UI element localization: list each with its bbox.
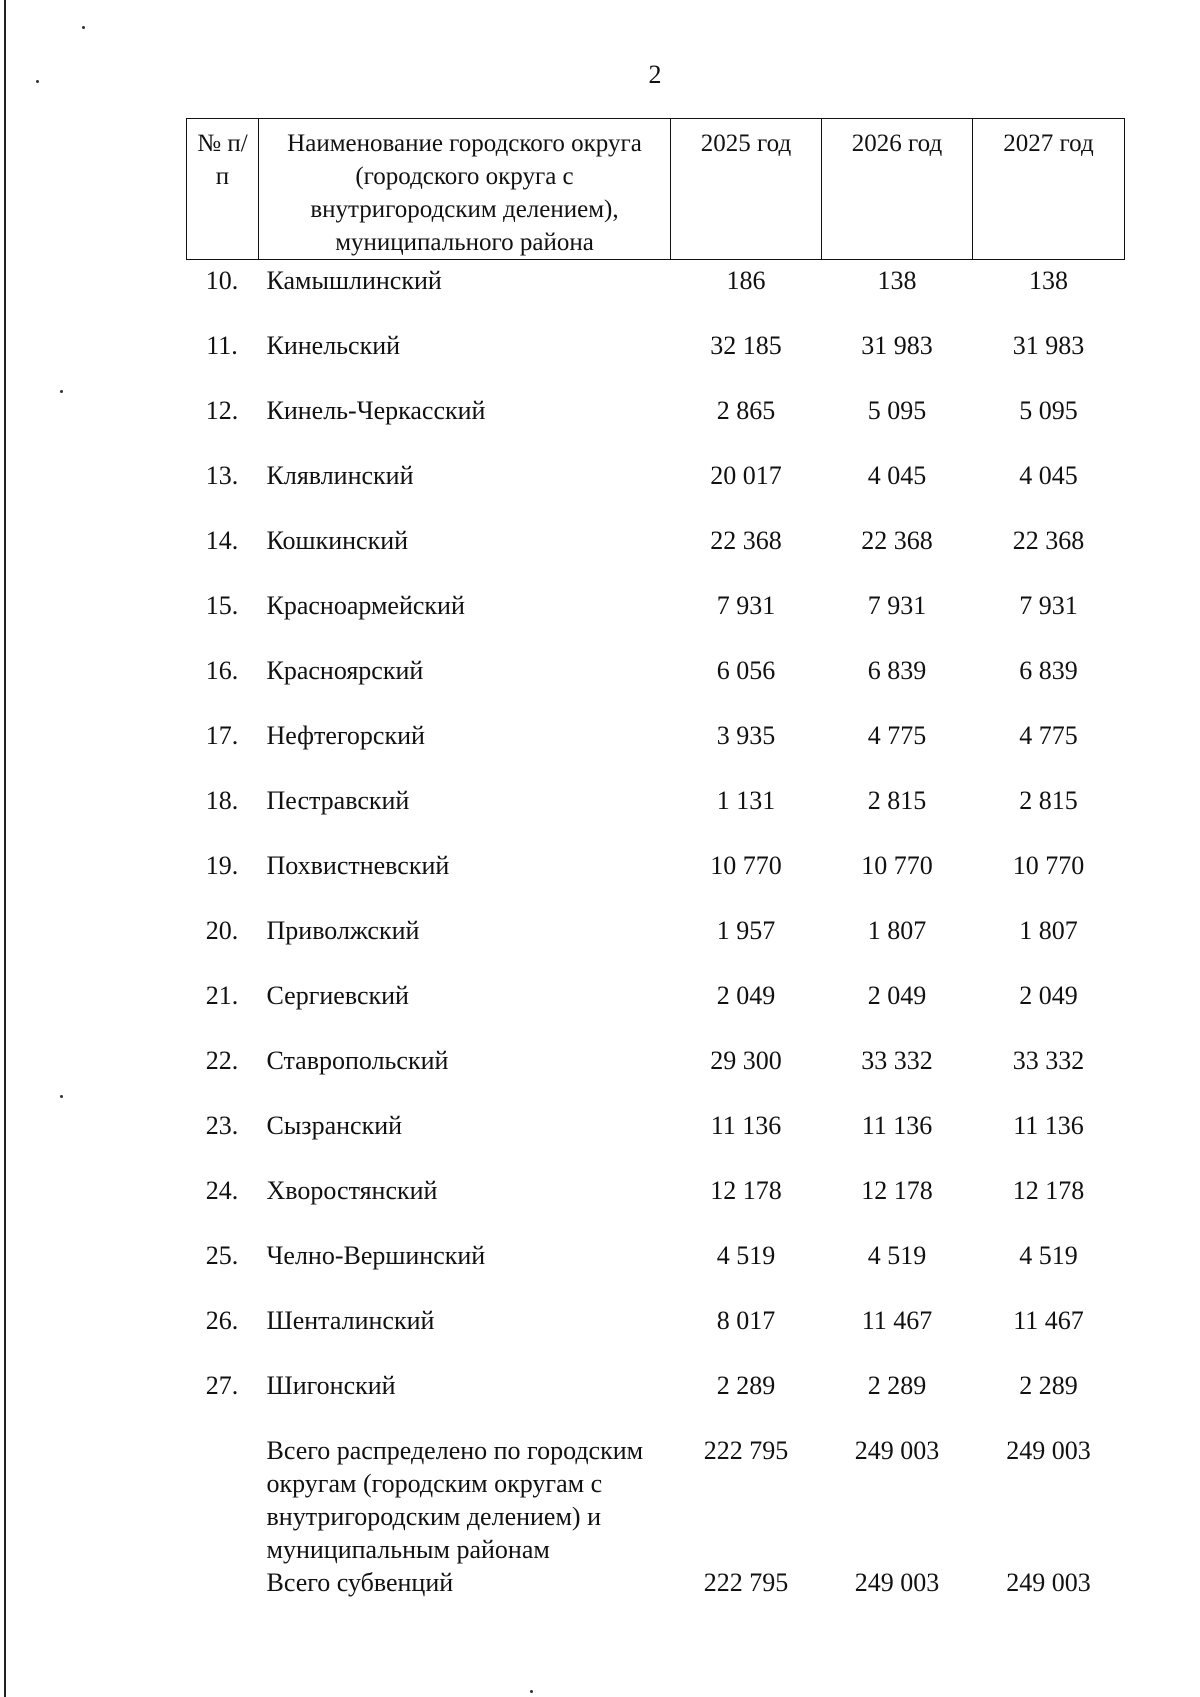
table-row bbox=[187, 975, 1125, 1040]
row-value-2026: 11 467 bbox=[861, 1306, 933, 1335]
row-name: Камышлинский bbox=[266, 266, 442, 295]
row-value-2026: 2 815 bbox=[867, 786, 927, 815]
row-value-2027: 2 815 bbox=[1019, 786, 1078, 815]
row-value-2025: 8 017 bbox=[716, 1306, 776, 1335]
row-value-2025: 1 957 bbox=[716, 916, 776, 945]
row-value-2025: 20 017 bbox=[710, 461, 782, 490]
row-value-2027: 1 807 bbox=[1019, 916, 1078, 945]
total-subventions-row-2025: 222 795 bbox=[703, 1568, 789, 1597]
row-value-2026: 2 049 bbox=[867, 981, 927, 1010]
row-number: 15. bbox=[205, 591, 239, 620]
table-row bbox=[187, 1300, 1125, 1365]
row-number: 21. bbox=[205, 981, 239, 1010]
row-number: 10. bbox=[205, 266, 239, 295]
total-subventions-row bbox=[187, 1566, 1125, 1607]
header-2025: 2025 год bbox=[671, 119, 822, 260]
row-value-2026: 4 519 bbox=[867, 1241, 927, 1270]
table-header-row bbox=[187, 119, 1125, 260]
table-row bbox=[187, 715, 1125, 780]
total-subventions-row-label: Всего субвенций bbox=[266, 1568, 454, 1597]
row-name: Приволжский bbox=[266, 916, 420, 945]
row-number: 22. bbox=[205, 1046, 239, 1075]
row-value-2025: 4 519 bbox=[716, 1241, 776, 1270]
scan-speck bbox=[530, 1690, 533, 1693]
row-number: 11. bbox=[206, 331, 238, 360]
table-row bbox=[187, 1170, 1125, 1235]
table-row bbox=[187, 780, 1125, 845]
row-value-2027: 4 519 bbox=[1019, 1241, 1078, 1270]
row-value-2025: 2 865 bbox=[716, 396, 776, 425]
row-value-2025: 2 289 bbox=[716, 1371, 776, 1400]
row-value-2027: 4 775 bbox=[1019, 721, 1078, 750]
row-value-2027: 10 770 bbox=[1012, 851, 1085, 880]
row-value-2027: 7 931 bbox=[1019, 591, 1078, 620]
header-name: Наименование городского округа (городского округа с внутригородским делением), муниципального района bbox=[259, 119, 671, 260]
row-value-2026: 7 931 bbox=[867, 591, 927, 620]
row-value-2026: 22 368 bbox=[861, 526, 933, 555]
row-value-2026: 11 136 bbox=[861, 1111, 933, 1140]
row-number: 25. bbox=[205, 1241, 239, 1270]
row-value-2025: 12 178 bbox=[710, 1176, 782, 1205]
row-number: 17. bbox=[205, 721, 239, 750]
row-value-2027: 11 136 bbox=[1013, 1111, 1084, 1140]
row-value-2027: 2 289 bbox=[1019, 1371, 1078, 1400]
header-2026: 2026 год bbox=[822, 119, 973, 260]
row-number: 16. bbox=[205, 656, 239, 685]
table-row bbox=[187, 650, 1125, 715]
header-number: № п/п bbox=[187, 119, 259, 260]
scan-edge-line bbox=[4, 0, 6, 1697]
table-row bbox=[187, 845, 1125, 910]
row-value-2026: 12 178 bbox=[861, 1176, 933, 1205]
table-row bbox=[187, 910, 1125, 975]
total-distributed-row bbox=[187, 1430, 1125, 1566]
row-name: Кинельский bbox=[266, 331, 401, 360]
row-value-2025: 2 049 bbox=[716, 981, 776, 1010]
row-number: 23. bbox=[205, 1111, 239, 1140]
subventions-table bbox=[186, 118, 1113, 1607]
row-name: Нефтегорский bbox=[266, 721, 425, 750]
row-value-2026: 33 332 bbox=[861, 1046, 933, 1075]
row-name: Красноярский bbox=[266, 656, 424, 685]
row-number: 18. bbox=[205, 786, 239, 815]
row-name: Шигонский bbox=[266, 1371, 396, 1400]
row-value-2026: 4 775 bbox=[867, 721, 927, 750]
row-number: 19. bbox=[205, 851, 239, 880]
row-name: Пестравский bbox=[266, 786, 410, 815]
row-value-2027: 12 178 bbox=[1012, 1176, 1085, 1205]
row-number: 12. bbox=[205, 396, 239, 425]
row-name: Сызранский bbox=[266, 1111, 403, 1140]
row-name: Ставропольский bbox=[266, 1046, 449, 1075]
row-value-2027: 6 839 bbox=[1019, 656, 1078, 685]
scan-speck bbox=[60, 390, 63, 393]
empty-cell bbox=[187, 1566, 259, 1607]
row-name: Шенталинский bbox=[266, 1306, 435, 1335]
row-value-2026: 10 770 bbox=[861, 851, 933, 880]
row-name: Сергиевский bbox=[266, 981, 409, 1010]
row-value-2027: 11 467 bbox=[1013, 1306, 1084, 1335]
total-distributed-row-label: Всего распределено по городским округам (городским округам с внутригородским делением) и муниципальным районам bbox=[266, 1436, 644, 1564]
table-row bbox=[187, 1040, 1125, 1105]
row-value-2026: 138 bbox=[877, 266, 917, 295]
row-number: 27. bbox=[205, 1371, 239, 1400]
row-number: 20. bbox=[205, 916, 239, 945]
table-row bbox=[187, 455, 1125, 520]
row-value-2027: 2 049 bbox=[1019, 981, 1078, 1010]
page-number: 2 bbox=[648, 60, 662, 89]
row-number: 24. bbox=[205, 1176, 239, 1205]
row-value-2025: 32 185 bbox=[710, 331, 782, 360]
row-name: Кошкинский bbox=[266, 526, 409, 555]
row-value-2025: 1 131 bbox=[716, 786, 776, 815]
row-value-2025: 3 935 bbox=[716, 721, 776, 750]
empty-cell bbox=[187, 1430, 259, 1566]
total-distributed-row-2027: 249 003 bbox=[1006, 1436, 1091, 1465]
row-value-2026: 1 807 bbox=[867, 916, 927, 945]
total-distributed-row-2026: 249 003 bbox=[854, 1436, 940, 1465]
row-value-2025: 186 bbox=[726, 266, 766, 295]
table-row bbox=[187, 1235, 1125, 1300]
row-name: Клявлинский bbox=[266, 461, 414, 490]
table-row bbox=[187, 325, 1125, 390]
row-value-2025: 7 931 bbox=[716, 591, 776, 620]
row-value-2025: 22 368 bbox=[710, 526, 782, 555]
row-number: 14. bbox=[205, 526, 239, 555]
row-value-2027: 22 368 bbox=[1012, 526, 1085, 555]
scan-speck bbox=[60, 1095, 63, 1098]
row-value-2026: 4 045 bbox=[867, 461, 927, 490]
table-row bbox=[187, 260, 1125, 326]
table-row bbox=[187, 1365, 1125, 1430]
row-name: Кинель-Черкасский bbox=[266, 396, 486, 425]
row-name: Хворостянский bbox=[266, 1176, 438, 1205]
row-value-2026: 2 289 bbox=[867, 1371, 927, 1400]
row-value-2025: 29 300 bbox=[710, 1046, 782, 1075]
row-value-2027: 5 095 bbox=[1019, 396, 1078, 425]
table-row bbox=[187, 1105, 1125, 1170]
row-name: Челно-Вершинский bbox=[266, 1241, 486, 1270]
table-row bbox=[187, 390, 1125, 455]
scan-speck bbox=[82, 26, 85, 29]
row-name: Красноармейский bbox=[266, 591, 465, 620]
row-value-2026: 6 839 bbox=[867, 656, 927, 685]
row-value-2027: 33 332 bbox=[1012, 1046, 1085, 1075]
total-subventions-row-2027: 249 003 bbox=[1006, 1568, 1091, 1597]
header-2027: 2027 год bbox=[973, 119, 1125, 260]
row-name: Похвистневский bbox=[266, 851, 450, 880]
row-value-2026: 5 095 bbox=[867, 396, 927, 425]
row-number: 13. bbox=[205, 461, 239, 490]
row-number: 26. bbox=[205, 1306, 239, 1335]
total-subventions-row-2026: 249 003 bbox=[854, 1568, 940, 1597]
table-row bbox=[187, 585, 1125, 650]
row-value-2025: 10 770 bbox=[710, 851, 782, 880]
row-value-2027: 31 983 bbox=[1012, 331, 1085, 360]
row-value-2027: 4 045 bbox=[1019, 461, 1078, 490]
table-row bbox=[187, 520, 1125, 585]
row-value-2027: 138 bbox=[1029, 266, 1068, 295]
row-value-2025: 11 136 bbox=[710, 1111, 782, 1140]
row-value-2026: 31 983 bbox=[861, 331, 933, 360]
total-distributed-row-2025: 222 795 bbox=[703, 1436, 789, 1465]
row-value-2025: 6 056 bbox=[716, 656, 776, 685]
